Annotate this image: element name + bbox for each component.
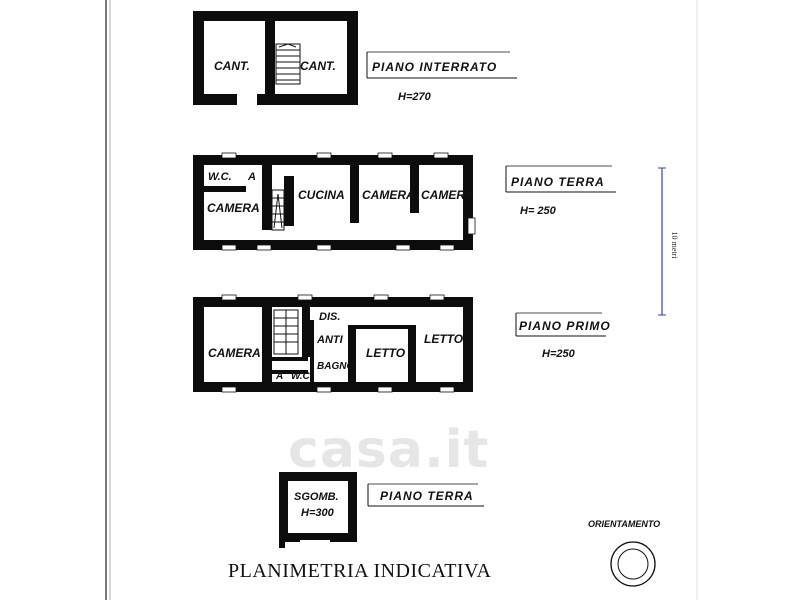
page-caption: PLANIMETRIA INDICATIVA [228,560,492,582]
room-label: A [248,171,256,183]
stair-icon [274,310,298,354]
room-label: W.C. [291,371,313,382]
scale-label: 10 metri [670,231,679,259]
floor-sgombero [279,472,484,548]
room-label: LETTO [424,332,464,346]
scale-bar [658,168,679,315]
floor-interrato [193,11,517,105]
room-label: CUCINA [298,188,345,202]
floor-height: H= 250 [520,205,556,217]
room-label: CAMERA [421,188,474,202]
floor-title: PIANO TERRA [380,489,474,503]
room-label: ANTI [317,334,343,346]
room-label: CAMERA [208,346,261,360]
room-label: A [276,371,284,382]
stair-icon [272,190,284,230]
room-label: CANT. [214,59,250,73]
room-label: CANT. [300,59,336,73]
floor-title: PIANO INTERRATO [372,60,498,74]
room-label: BAGNO [317,361,355,372]
room-label: SGOMB. [294,491,339,503]
floor-terra [193,153,616,250]
orientation-label: ORIENTAMENTO [588,519,661,529]
floor-height: H=250 [542,348,575,360]
room-label: W.C. [208,171,232,183]
room-label: CAMERA [207,201,260,215]
room-label: H=300 [301,507,334,519]
stair-icon [276,44,300,84]
room-label: DIS. [319,311,341,323]
floor-title: PIANO TERRA [511,175,605,189]
floor-height: H=270 [398,91,431,103]
room-label: LETTO [366,346,406,360]
floor-title: PIANO PRIMO [519,319,611,333]
floor-primo [193,295,611,392]
watermark-logo: casa.it [288,420,490,480]
room-label: CAMERA [362,188,415,202]
compass-icon [611,542,655,586]
